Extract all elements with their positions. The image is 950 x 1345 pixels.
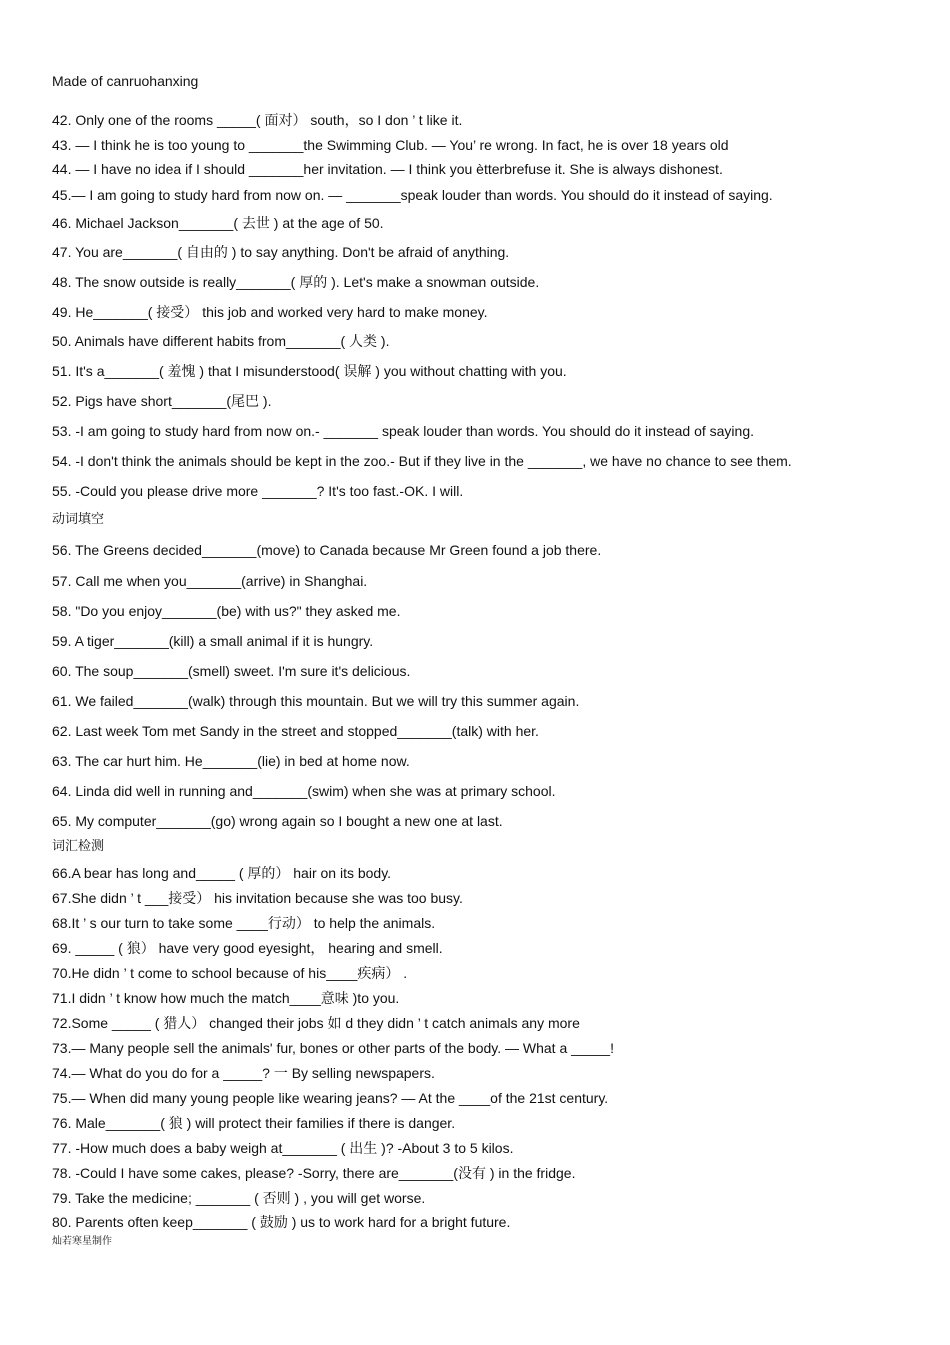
document-footer-credit: 灿若寒星制作 bbox=[52, 1236, 112, 1247]
question-48: 48. The snow outside is really_______( 厚的 ). Let's make a snowman outside. bbox=[52, 274, 540, 290]
question-75: 75.— When did many young people like wearing jeans? — At the ____of the 21st century. bbox=[52, 1090, 609, 1106]
section-heading-vocab-check: 词汇检测 bbox=[52, 838, 105, 853]
question-50: 50. Animals have different habits from_______( 人类 ). bbox=[52, 333, 390, 349]
question-57: 57. Call me when you_______(arrive) in Shanghai. bbox=[52, 573, 368, 589]
question-62: 62. Last week Tom met Sandy in the street and stopped_______(talk) with her. bbox=[52, 723, 539, 739]
question-58: 58. "Do you enjoy_______(be) with us?" they asked me. bbox=[52, 603, 401, 619]
question-60: 60. The soup_______(smell) sweet. I'm sure it's delicious. bbox=[52, 663, 411, 679]
question-69: 69. _____ ( 狼） have very good eyesight， hearing and smell. bbox=[52, 940, 443, 956]
question-74: 74.— What do you do for a _____? 一 By selling newspapers. bbox=[52, 1065, 435, 1081]
question-72: 72.Some _____ ( 猎人） changed their jobs 如 d they didn ’ t catch animals any more bbox=[52, 1015, 580, 1031]
question-49: 49. He_______( 接受） this job and worked very hard to make money. bbox=[52, 304, 488, 320]
question-67: 67.She didn ’ t ___接受） his invitation because she was too busy. bbox=[52, 890, 463, 906]
question-61: 61. We failed_______(walk) through this mountain. But we will try this summer again. bbox=[52, 693, 580, 709]
question-53: 53. -I am going to study hard from now on.- _______ speak louder than words. You should do it instead of saying. bbox=[52, 423, 755, 439]
question-46: 46. Michael Jackson_______( 去世 ) at the age of 50. bbox=[52, 215, 384, 231]
question-47: 47. You are_______( 自由的 ) to say anything. Don't be afraid of anything. bbox=[52, 244, 510, 260]
question-52: 52. Pigs have short_______(尾巴 ). bbox=[52, 393, 272, 409]
question-79: 79. Take the medicine; _______ ( 否则 ) , you will get worse. bbox=[52, 1190, 426, 1206]
question-55: 55. -Could you please drive more _______? It's too fast.-OK. I will. bbox=[52, 483, 464, 499]
document-header: Made of canruohanxing bbox=[52, 73, 199, 89]
question-42: 42. Only one of the rooms _____( 面对） south，so I don ’ t like it. bbox=[52, 112, 463, 128]
question-65: 65. My computer_______(go) wrong again so I bought a new one at last. bbox=[52, 813, 503, 829]
question-56: 56. The Greens decided_______(move) to Canada because Mr Green found a job there. bbox=[52, 542, 602, 558]
question-68: 68.It ’ s our turn to take some ____行动） to help the animals. bbox=[52, 915, 436, 931]
question-51: 51. It's a_______( 羞愧 ) that I misunderstood( 误解 ) you without chatting with you. bbox=[52, 363, 567, 379]
question-45: 45.— I am going to study hard from now on. — _______speak louder than words. You should do it instead of saying. bbox=[52, 187, 773, 203]
section-heading-verb-fill: 动词填空 bbox=[52, 511, 105, 526]
question-78: 78. -Could I have some cakes, please? -Sorry, there are_______(没有 ) in the fridge. bbox=[52, 1165, 576, 1181]
question-77: 77. -How much does a baby weigh at_______ ( 出生 )? -About 3 to 5 kilos. bbox=[52, 1140, 514, 1156]
question-64: 64. Linda did well in running and_______(swim) when she was at primary school. bbox=[52, 783, 556, 799]
question-80: 80. Parents often keep_______ ( 鼓励 ) us to work hard for a bright future. bbox=[52, 1214, 511, 1230]
question-63: 63. The car hurt him. He_______(lie) in bed at home now. bbox=[52, 753, 410, 769]
question-43: 43. — I think he is too young to _______the Swimming Club. — You’ re wrong. In fact, he is over 18 years old bbox=[52, 137, 729, 153]
question-66: 66.A bear has long and_____ ( 厚的） hair on its body. bbox=[52, 865, 392, 881]
question-44: 44. — I have no idea if I should _______her invitation. — I think you ètterbrefuse it. She is always dishonest. bbox=[52, 161, 723, 177]
question-71: 71.I didn ’ t know how much the match____意味 )to you. bbox=[52, 990, 400, 1006]
question-73: 73.— Many people sell the animals' fur, bones or other parts of the body. — What a _____! bbox=[52, 1040, 614, 1056]
question-70: 70.He didn ’ t come to school because of his____疾病） . bbox=[52, 965, 408, 981]
question-76: 76. Male_______( 狼 ) will protect their families if there is danger. bbox=[52, 1115, 456, 1131]
question-54: 54. -I don't think the animals should be kept in the zoo.- But if they live in the _______, we have no chance to see them. bbox=[52, 453, 792, 469]
question-59: 59. A tiger_______(kill) a small animal if it is hungry. bbox=[52, 633, 374, 649]
